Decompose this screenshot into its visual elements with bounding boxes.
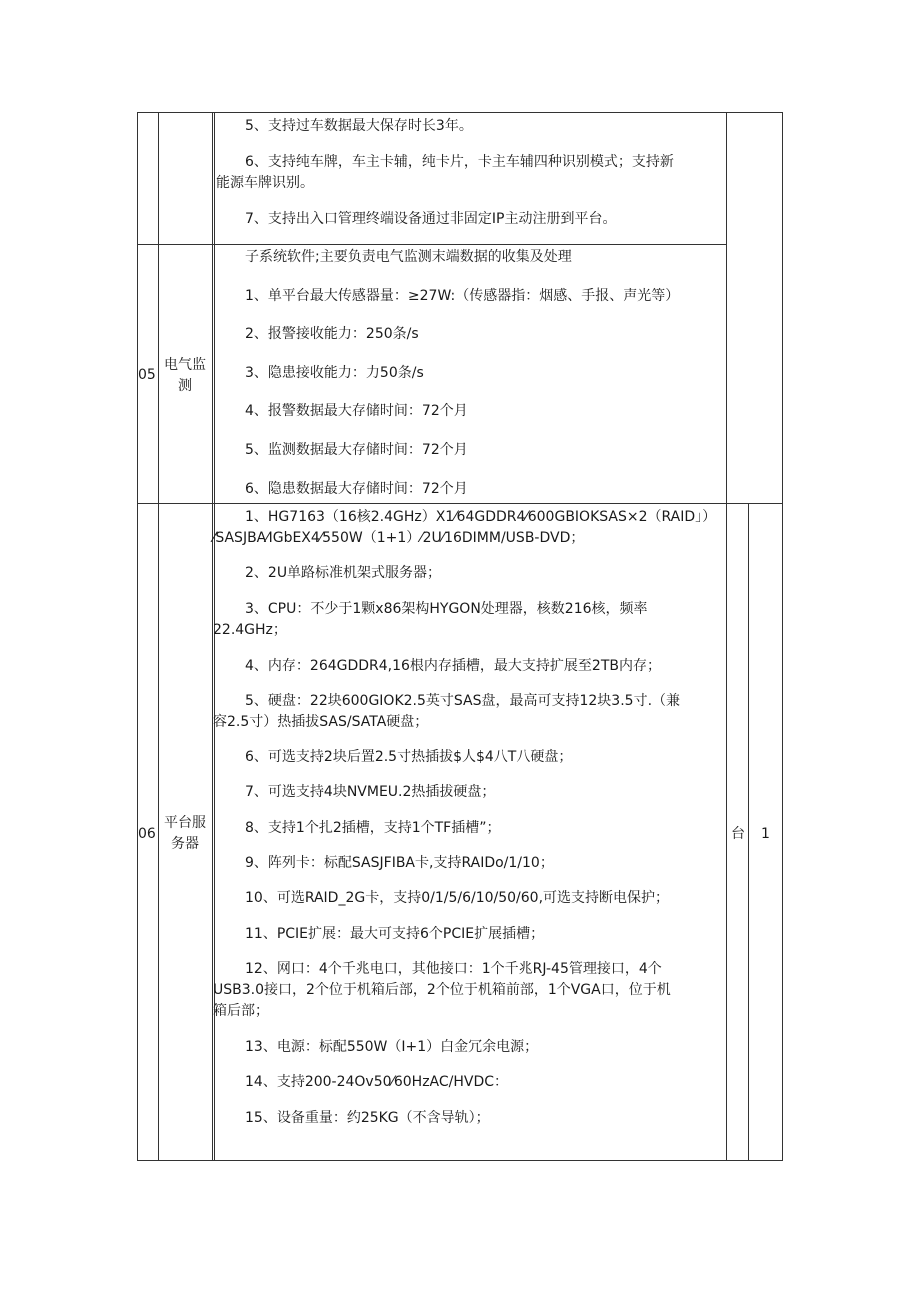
- table-top-border: [137, 112, 783, 113]
- row-05-name-line1: 电气监: [164, 357, 206, 373]
- row-05-item-2: 2、报警接收能力：250条/s: [245, 326, 419, 342]
- row-06-item-4: 4、内存：264GDDR4,16根内存插槽，最大支持扩展至2TB内存；: [245, 658, 661, 674]
- row-06-item-2: 2、2U单路标准机架式服务器；: [245, 565, 442, 581]
- row-06-item-3-line1: 3、CPU：不少于1颗x86架构HYGON处理器，核数216核，频率: [245, 601, 648, 617]
- row-05-item-4: 4、报警数据最大存储时间：72个月: [245, 403, 468, 419]
- prev-item-6-cont: 能源车牌识别。: [216, 175, 314, 191]
- row-05-name-line2: 测: [178, 378, 192, 394]
- row-06-item-1-line2: ⁄SASJBA⁄IGbEX4⁄550W（1+1）⁄2U⁄16DIMM/USB-DVD；: [213, 530, 585, 546]
- row-06-item-15: 15、设备重量：约25KG（不含导轨）；: [245, 1110, 490, 1126]
- prev-item-5: 5、支持过车数据最大保存时长3年。: [245, 118, 473, 134]
- prev-item-7: 7、支持出入口管理终端设备通过非固定IP主动注册到平台。: [245, 211, 617, 227]
- row-06-name-line1: 平台服: [164, 815, 206, 831]
- row-06-item-12-line1: 12、网口：4个千兆电口，其他接口：1个千兆RJ-45管理接口，4个: [245, 961, 662, 977]
- row-05-intro: 子系统软件;主要负责电气监测末端数据的收集及处理: [245, 249, 572, 265]
- row-06-unit: 台: [731, 826, 745, 842]
- row-06-number: 06: [138, 826, 156, 842]
- col-divider-unit: [748, 503, 749, 1161]
- row-06-name-line2: 务器: [171, 836, 199, 852]
- table-bottom-border: [137, 1160, 783, 1161]
- row-divider-06-top: [137, 503, 783, 504]
- row-05-item-6: 6、隐患数据最大存储时间：72个月: [245, 481, 468, 497]
- row-06-item-11: 11、PCIE扩展：最大可支持6个PCIE扩展插槽；: [245, 926, 545, 942]
- row-06-item-13: 13、电源：标配550W（I+1）白金冗余电源；: [245, 1039, 539, 1055]
- table-left-border: [137, 112, 138, 1161]
- row-06-item-5-line1: 5、硬盘：22块600GIOK2.5英寸SAS盘，最高可支持12块3.5寸.（兼: [245, 693, 681, 709]
- prev-item-6: 6、支持纯车牌，车主卡辅，纯卡片，卡主车辅四种识别模式；支持新: [245, 154, 674, 170]
- row-06-item-7: 7、可选支持4块NVMEU.2热插拔硬盘；: [245, 784, 496, 800]
- row-divider-05-top: [137, 244, 727, 245]
- row-05-item-3: 3、隐患接收能力：力50条/s: [245, 365, 424, 381]
- row-06-item-5-line2: 容2.5寸）热插拔SAS/SATA硬盘；: [213, 714, 429, 730]
- row-06-item-1-line1: 1、HG7163（16核2.4GHz）X1⁄64GDDR4⁄600GBIOKSAS×2（RAID」）: [245, 509, 717, 525]
- row-05-item-5: 5、监测数据最大存储时间：72个月: [245, 442, 468, 458]
- table-right-border: [782, 112, 783, 1161]
- row-05-number: 05: [138, 367, 156, 383]
- row-06-item-10: 10、可选RAID_2G卡，支持0/1/5/6/10/50/60,可选支持断电保护；: [245, 890, 670, 906]
- row-05-item-1: 1、单平台最大传感器量：≥27W:（传感器指：烟感、手报、声光等）: [245, 288, 680, 304]
- row-06-item-3-line2: 22.4GHz；: [213, 622, 287, 638]
- row-06-quantity: 1: [761, 826, 770, 842]
- row-06-item-9: 9、阵列卡：标配SASJFIBA卡,支持RAIDo/1/10；: [245, 855, 554, 871]
- col-divider-spec: [726, 112, 727, 1161]
- row-06-item-6: 6、可选支持2块后置2.5寸热插拔$人$4八T八硬盘；: [245, 749, 573, 765]
- row-06-item-14: 14、支持200-24Ov50⁄60HzAC/HVDC：: [245, 1074, 509, 1090]
- row-06-item-12-line3: 箱后部；: [213, 1003, 269, 1019]
- row-06-item-12-line2: USB3.0接口，2个位于机箱后部，2个位于机箱前部，1个VGA口，位于机: [213, 982, 671, 998]
- col-divider-number: [158, 112, 159, 1161]
- row-06-item-8: 8、支持1个扎2插槽，支持1个TF插槽”；: [245, 820, 501, 836]
